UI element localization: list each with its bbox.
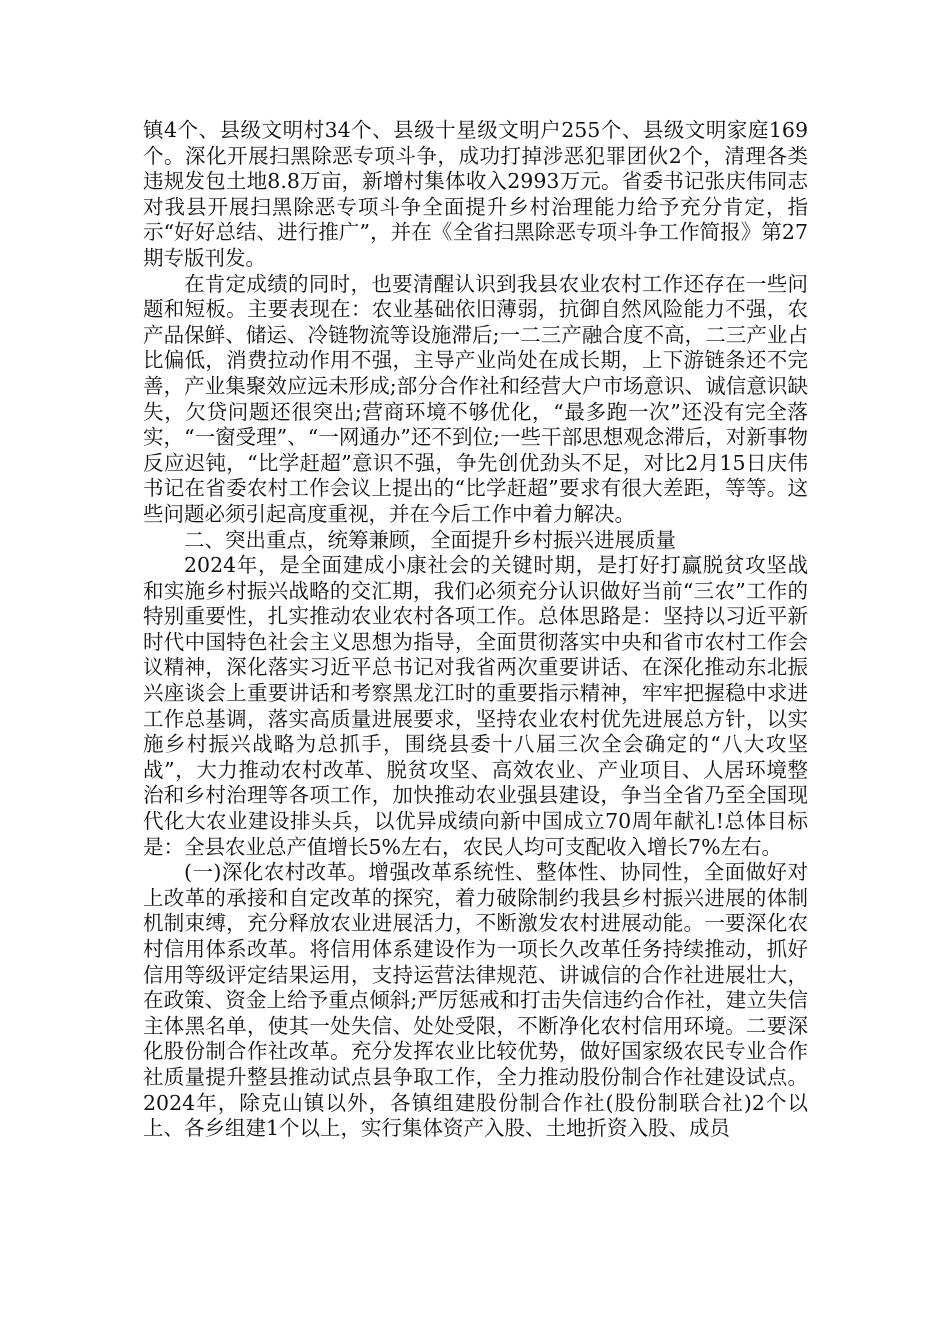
paragraph-overall-plan: 2024年，是全面建成小康社会的关键时期，是打好打赢脱贫攻坚战和实施乡村振兴战略的交汇期，我们必须充分认识做好当前“三农”工作的特别重要性，扎实推动农业农村各项工作。总体思路是：坚持以习近平新时代中国特色社会主义思想为指导，全面贯彻落实中央和省市农村工作会议精神，深化落实习近平总书记对我省两次重要讲话、在深化推动东北振兴座谈会上重要讲话和考察黑龙江时的重要指示精神，牢牢把握稳中求进工作总基调，落实高质量进展要求，坚持农业农村优先进展总方针，以实施乡村振兴战略为总抓手，围绕县委十八届三次全会确定的“八大攻坚战”，大力推动农村改革、脱贫攻坚、高效农业、产业项目、人居环境整治和乡村治理等各项工作，加快推动农业强县建设，争当全省乃至全国现代化大农业建设排头兵，以优异成绩向新中国成立70周年献礼!总体目标是：全县农业总产值增长5%左右，农民人均可支配收入增长7%左右。 — [143, 553, 808, 859]
document-page — [143, 118, 808, 1142]
paragraph-continuation: 镇4个、县级文明村34个、县级十星级文明户255个、县级文明家庭169个。深化开展扫黑除恶专项斗争，成功打掉涉恶犯罪团伙2个，清理各类违规发包土地8.8万亩，新增村集体收入2993万元。省委书记张庆伟同志对我县开展扫黑除恶专项斗争全面提升乡村治理能力给予充分肯定，指示“好好总结、进行推广”，并在《全省扫黑除恶专项斗争工作简报》第27期专版刊发。 — [143, 118, 808, 270]
paragraph-rural-reform: (一)深化农村改革。增强改革系统性、整体性、协同性，全面做好对上改革的承接和自定改革的探究，着力破除制约我县乡村振兴进展的体制机制束缚，充分释放农业进展活力，不断激发农村进展动能。一要深化农村信用体系改革。将信用体系建设作为一项长久改革任务持续推动，抓好信用等级评定结果运用，支持运营法律规范、讲诚信的合作社进展壮大，在政策、资金上给予重点倾斜;严厉惩戒和打击失信违约合作社，建立失信主体黑名单，使其一处失信、处处受限，不断净化农村信用环境。二要深化股份制合作社改革。充分发挥农业比较优势，做好国家级农民专业合作社质量提升整县推动试点县争取工作，全力推动股份制合作社建设试点。2024年，除克山镇以外，各镇组建股份制合作社(股份制联合社)2个以上、各乡组建1个以上，实行集体资产入股、土地折资入股、成员 — [143, 860, 808, 1141]
paragraph-problems: 在肯定成绩的同时，也要清醒认识到我县农业农村工作还存在一些问题和短板。主要表现在：农业基础依旧薄弱，抗御自然风险能力不强，农产品保鲜、储运、冷链物流等设施滞后;一二三产融合度不高，二三产业占比偏低，消费拉动作用不强，主导产业尚处在成长期，上下游链条还不完善，产业集聚效应远未形成;部分合作社和经营大户市场意识、诚信意识缺失，欠贷问题还很突出;营商环境不够优化，“最多跑一次”还没有完全落实，“一窗受理”、“一网通办”还不到位;一些干部思想观念滞后，对新事物反应迟钝，“比学赶超”意识不强，争先创优劲头不足，对比2月15日庆伟书记在省委农村工作会议上提出的“比学赶超”要求有很大差距，等等。这些问题必须引起高度重视，并在今后工作中着力解决。 — [143, 271, 808, 526]
section-heading: 二、突出重点，统筹兼顾，全面提升乡村振兴进展质量 — [184, 527, 676, 552]
